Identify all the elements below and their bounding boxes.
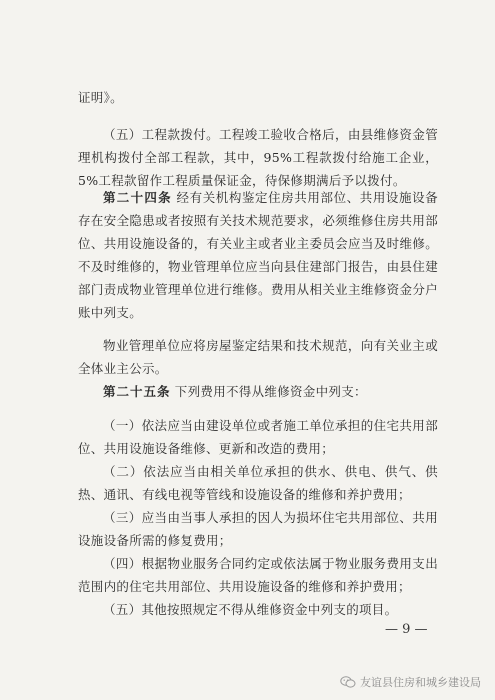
item-1: （一）依法应当由建设单位或者施工单位承担的住宅共用部位、共用设施设备维修、更新和改造的费用； (78, 418, 438, 456)
article-25-body: 下列费用不得从维修资金中列支： (174, 384, 367, 399)
watermark (340, 674, 481, 690)
article-25 (78, 380, 438, 403)
watermark-text: 友谊县住房和城乡建设局 (360, 676, 481, 689)
article-24-heading: 第二十四条 (103, 190, 172, 205)
item-5: （五）其他按照规定不得从维修资金中列支的项目。 (103, 602, 398, 617)
wechat-icon (340, 676, 356, 688)
item-3: （三）应当由当事人承担的因人为损坏住宅共用部位、共用设施设备所需的修复费用； (78, 510, 438, 548)
paragraph-payment: （五）工程款拨付。工程竣工验收合格后，由县维修资金管理机构拨付全部工程款，其中，95%工程款拨付给施工企业，5%工程款留作工程质量保证金，待保修期满后予以拨付。 (78, 127, 438, 188)
paragraph-disclosure: 物业管理单位应将房屋鉴定结果和技术规范，向有关业主或全体业主公示。 (78, 338, 438, 376)
item-2: （二）依法应当由相关单位承担的供水、供电、供气、供热、通讯、有线电视等管线和设施设备的维修和养护费用； (78, 464, 438, 502)
article-24-body: 经有关机构鉴定住房共用部位、共用设施设备存在安全隐患或者按照有关技术规范要求，必须维修住房共用部位、共用设施设备的，有关业主或者业主委员会应当及时维修。不及时维修的，物业管理单位应当向县住建部门报告，由县住建部门责成物业管理单位进行维修。费用从相关业主维修资金分户账中列支。 (78, 190, 438, 320)
page-number: — 9 — (385, 622, 428, 637)
article-24 (78, 186, 438, 324)
item-4: （四）根据物业服务合同约定或依法属于物业服务费用支出范围内的住宅共用部位、共用设施设备的维修和养护费用； (78, 556, 438, 594)
paragraph-continuation: 证明》。 (78, 90, 123, 105)
article-25-heading: 第二十五条 (103, 384, 171, 399)
